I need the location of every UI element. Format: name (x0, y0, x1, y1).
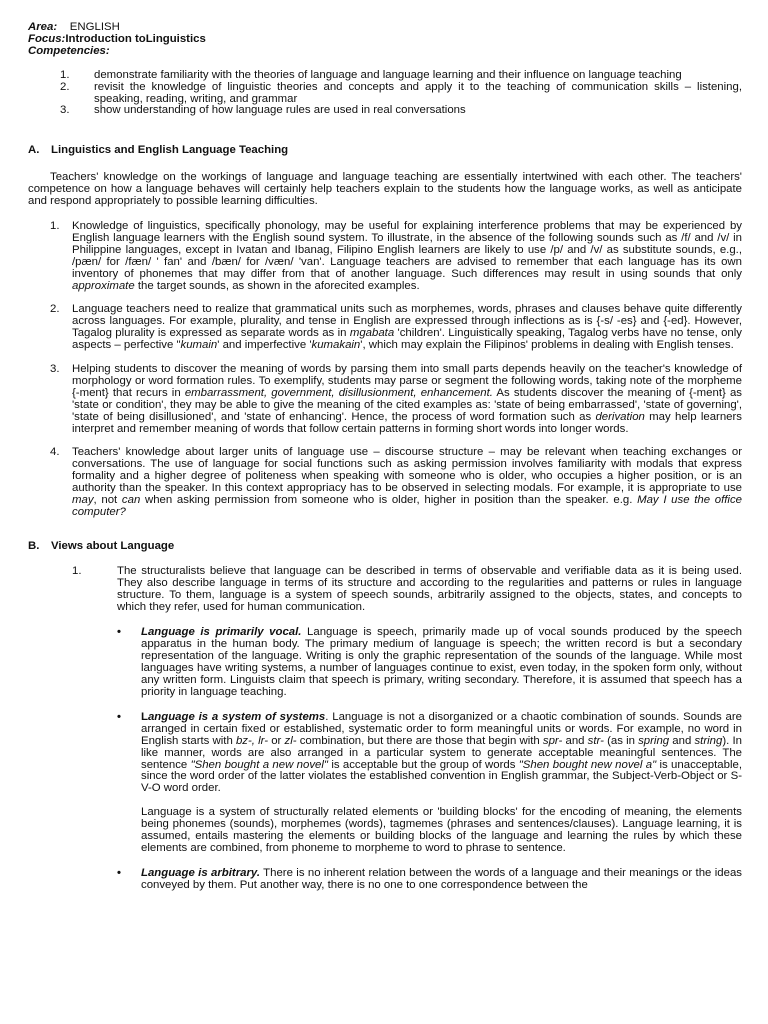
focus-value: Introduction toLinguistics (65, 32, 206, 45)
item-emphasis: kumain (180, 339, 218, 352)
bullet-text: combination, but there are those that begin with (296, 734, 543, 747)
bullet-emphasis: bz-, lr- (235, 734, 269, 747)
item-emphasis: kumakain (311, 339, 361, 352)
list-item (28, 221, 742, 292)
item-emphasis: derivation (595, 410, 645, 423)
competency-text: demonstrate familiarity with the theories of language and language learning and their influence on language teaching (94, 68, 682, 81)
bullet-heading: anguage is a system of systems (147, 710, 326, 723)
bullet-item (117, 868, 742, 892)
section-b-list (28, 566, 742, 892)
item-number: 4. (50, 446, 60, 459)
competencies-list (28, 70, 742, 118)
section-a-intro: Teachers' knowledge on the workings of language and language teaching are essentially intertwined with each other. The teachers' competence on how a language behaves will certainly help teachers explain to the students how the language works, as well as anticipate and respond appropriately to possible learning difficulties. (28, 171, 742, 208)
item-emphasis: can (121, 494, 141, 507)
bullet-subparagraph: Language is a system of structurally related elements or 'building blocks' for the encoding of meaning, the elements being phonemes (sounds), morphemes (words), tagmemes (phrases and sentences/clauses). Language learning, it is assumed, entails mastering the elements or building blocks of the language and learning the rules by which these elements are combined, from phoneme to morpheme to word to phrase to sentence. (141, 806, 742, 854)
section-b-title: Views about Language (51, 539, 175, 552)
item-text: Language teachers need to realize that grammatical units such as morphemes, words, phrases and clauses behave quite differently across languages. For example, plurality, and tense in English are expressed through inflections as is {-s/ -es} and {-ed}. However, Tagalog plurality is expressed as separate words as in (72, 303, 742, 340)
bullet-heading-initial: L (141, 710, 148, 723)
section-b-letter: B. (28, 539, 40, 552)
bullet-text: and (669, 734, 695, 747)
item-text: Teachers' knowledge about larger units of language use – discourse structure – may be relevant when teaching exchanges or conversations. The use of language for social functions such as asking permission involves familiarity with modals that express formality and a higher degree of politeness when speaking with someone who is older, who occupies a higher position, or is an authority than the speaker. In this context appropriacy has to be observed in selecting modals. For example, it is appropriate to use (72, 446, 742, 495)
bullet-text: and (562, 734, 588, 747)
bullet-text: ). In like manner, words are also arranged in a particular system to generate acceptable meaningful sentences. The sentence (141, 734, 742, 771)
bullet-text: is unacceptable, since the word order of the latter violates the established convention in English grammar, the Subject-Verb-Object or S-V-O word order. (141, 758, 742, 795)
section-a-list (28, 221, 742, 519)
bullet-emphasis: "Shen bought new novel a" (518, 758, 657, 771)
bullet-text: (as in (603, 734, 639, 747)
bullet-item (117, 712, 742, 855)
competency-item (28, 105, 742, 117)
list-item (28, 447, 742, 518)
section-a-heading (28, 145, 742, 157)
bullet-text: is acceptable but the group of words (327, 758, 519, 771)
bullet-emphasis: spring (638, 734, 670, 747)
area-value: ENGLISH (69, 21, 120, 33)
document-page (28, 22, 742, 905)
item-text: 'children'. Linguistically speaking, Tagalog verbs have no tense, only aspects – perfective " (72, 327, 742, 352)
item-text: The structuralists believe that language can be described in terms of observable and verifiable data as it is being used. They also describe language in terms of its structure and according to the regularities and patterns or rules in language structure. To them, language is a system of speech sounds, arbitrarily assigned to the objects, states, and concepts to which they refer, used for human communication. (117, 564, 742, 613)
item-emphasis: embarrassment, government, disillusionment, enhancement. (184, 386, 493, 399)
bullet-list (117, 627, 742, 891)
item-text: Knowledge of linguistics, specifically phonology, may be useful for explaining interference problems that may be experienced by English language learners with the English sound system. To illustrate, in the absence of the following sounds such as /f/ and /v/ in Philippine languages, except in Ivatan and Ibanag, Filipino English learners are likely to use /p/ and /v/ as substitute sounds, e.g., /pæn/ for /fæn/ ' fan' and /bæn/ for /væn/ 'van'. Language teachers are advised to remember that each language has its own inventory of phonemes that may differ from that of another language. Such differences may result in using sounds that only (72, 219, 742, 280)
item-text: when asking permission from someone who is older, higher in position than the speaker. e.g. (140, 494, 638, 507)
bullet-emphasis: str- (587, 734, 604, 747)
item-number: 3. (50, 363, 60, 376)
area-label: Area: (28, 21, 58, 33)
header-competencies (28, 46, 742, 58)
item-number: 1. (72, 564, 82, 577)
item-text: ', which may explain the Filipinos' problems in dealing with English tenses. (360, 339, 734, 352)
item-text: may help learners interpret and remember meaning of words that follow certain patterns in forming short words into longer words. (72, 410, 742, 435)
focus-label: Focus: (28, 32, 66, 45)
bullet-text: There is no inherent relation between the words of a language and their meanings or the ideas conveyed by them. Put another way, there is no one to one correspondence between the (141, 866, 742, 891)
bullet-icon: • (117, 866, 121, 879)
bullet-text: Language is speech, primarily made up of vocal sounds produced by the speech apparatus in the human body. The primary medium of language is speech; the written record is but a secondary representation of the language. Writing is only the graphic representation of the sounds of the language. While most languages have writing systems, a number of languages continue to exist, even today, in the spoken form only, without any written form. Linguists claim that speech is primary, writing secondary. Therefore, it is assumed that speech has a priority in language teaching. (141, 626, 742, 698)
item-emphasis: approximate (72, 279, 135, 292)
competency-text: revisit the knowledge of linguistic theories and concepts and apply it to the teaching of communication skills – listening, speaking, reading, writing, and grammar (94, 80, 742, 105)
item-text: , not (93, 494, 122, 507)
bullet-text: or (268, 734, 285, 747)
item-emphasis: May I use the office computer? (72, 494, 742, 518)
bullet-icon: • (117, 710, 121, 723)
section-b-heading (28, 541, 742, 553)
item-number: 2. (50, 303, 60, 316)
bullet-item (117, 627, 742, 698)
bullet-emphasis: spr- (542, 734, 563, 747)
competency-number: 3. (60, 104, 70, 117)
bullet-heading: Language is arbitrary. (141, 866, 260, 879)
bullet-heading: Language is primarily vocal. (141, 626, 302, 639)
list-item (28, 304, 742, 352)
bullet-emphasis: "Shen bought a new novel" (190, 758, 328, 771)
item-number: 1. (50, 219, 60, 232)
bullet-emphasis: string (694, 734, 723, 747)
header-focus (28, 34, 742, 46)
competency-text: show understanding of how language rules are used in real conversations (94, 104, 466, 117)
item-text: ' and imperfective ' (217, 339, 312, 352)
list-item (28, 364, 742, 435)
item-emphasis: mgabata (349, 327, 395, 340)
competencies-label: Competencies: (28, 44, 110, 57)
bullet-icon: • (117, 626, 121, 639)
bullet-emphasis: zl- (284, 734, 297, 747)
list-item (28, 566, 742, 892)
item-text: As students discover the meaning of {-ment} as 'state or condition', they may be able to give the meaning of the cited examples as: 'state of being embarrassed', 'state of governing', 'state of being disillusioned', and 'state of enhancing'. Hence, the process of word formation such as (72, 386, 742, 423)
section-a-letter: A. (28, 144, 40, 157)
section-a-title: Linguistics and English Language Teaching (51, 144, 289, 157)
item-emphasis: may (72, 494, 94, 507)
item-text: the target sounds, as shown in the aforecited examples. (134, 279, 420, 292)
competency-item (28, 82, 742, 106)
bullet-text: . Language is not a disorganized or a chaotic combination of sounds. Sounds are arranged in certain fixed or established, systematic order to form meaningful units or words. For example, no word in English starts with (141, 710, 742, 747)
competency-number: 2. (60, 80, 70, 93)
competency-number: 1. (60, 68, 70, 81)
item-text: Helping students to discover the meaning of words by parsing them into small parts depends heavily on the teacher's knowledge of morphology or word formation rules. To exemplify, students may parse or segment the following words, taking note of the morpheme {-ment} that recurs in (72, 363, 742, 399)
